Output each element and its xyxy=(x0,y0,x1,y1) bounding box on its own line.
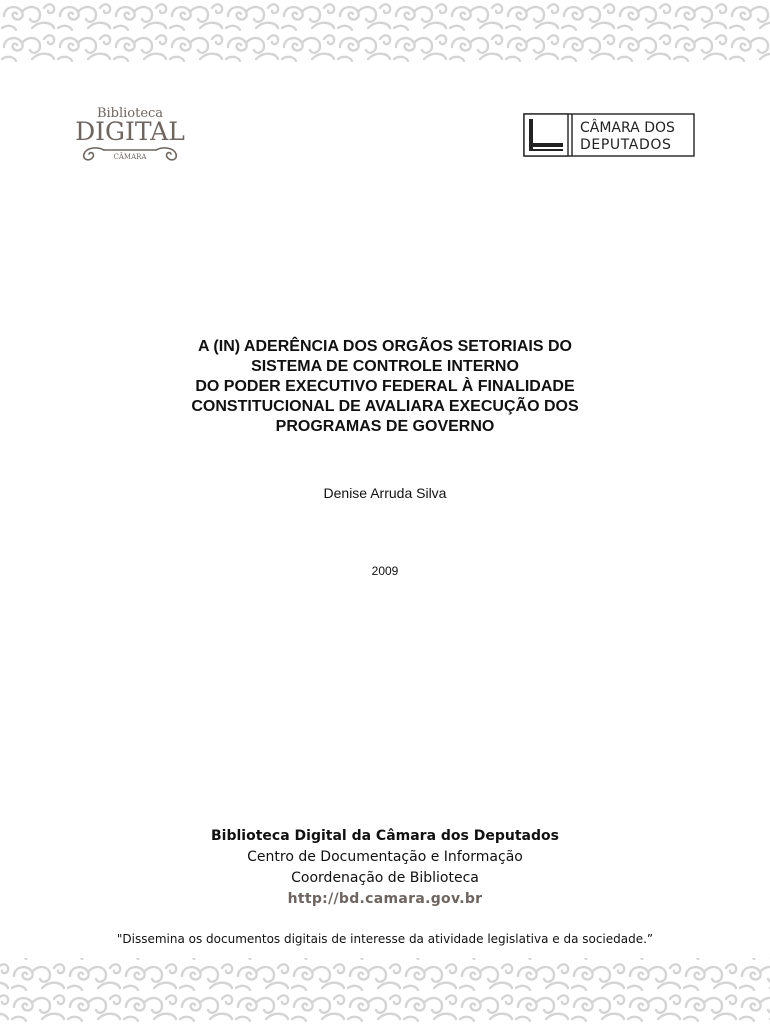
scroll-ornament-border-icon xyxy=(0,958,770,1024)
footer-url-link[interactable]: http://bd.camara.gov.br xyxy=(287,891,483,907)
logo-bd-line3: CÂMARA xyxy=(113,153,147,161)
congress-building-icon xyxy=(524,114,568,156)
logo-cd-line1: CÂMARA DOS xyxy=(580,120,675,136)
bottom-ornament-band xyxy=(0,958,770,1024)
document-title xyxy=(130,337,640,437)
logo-bd-line1: Biblioteca xyxy=(96,106,164,121)
logo-bd-line2: DIGITAL xyxy=(75,117,185,146)
logo-cd-line2: DEPUTADOS xyxy=(580,137,672,153)
author-name: Denise Arruda Silva xyxy=(323,485,447,501)
footer-center: Centro de Documentação e Informação xyxy=(247,849,523,865)
footer-block xyxy=(0,826,770,910)
camara-deputados-logo xyxy=(523,113,695,157)
footer-institution: Biblioteca Digital da Câmara dos Deputados xyxy=(211,828,559,844)
footer-coordination: Coordenação de Biblioteca xyxy=(291,870,479,886)
title-line: A (IN) ADERÊNCIA DOS ORGÃOS SETORIAIS DO xyxy=(198,338,572,355)
title-line: CONSTITUCIONAL DE AVALIARA EXECUÇÃO DOS xyxy=(191,398,579,415)
top-ornament-band xyxy=(0,0,770,62)
footer-quote: "Dissemina os documentos digitais de interesse da atividade legislativa e da sociedade.” xyxy=(116,932,654,946)
publication-year: 2009 xyxy=(371,564,399,578)
title-line: SISTEMA DE CONTROLE INTERNO xyxy=(251,358,519,375)
scroll-ornament-border-icon xyxy=(0,0,770,62)
title-line: DO PODER EXECUTIVO FEDERAL À FINALIDADE xyxy=(195,378,575,395)
title-line: PROGRAMAS DE GOVERNO xyxy=(275,418,495,435)
biblioteca-digital-logo xyxy=(74,102,186,164)
